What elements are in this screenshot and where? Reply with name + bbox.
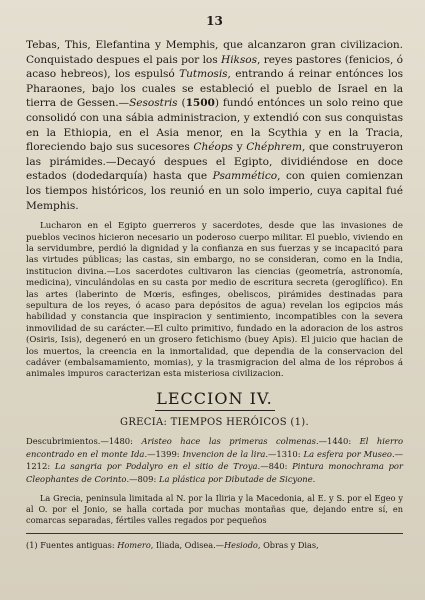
page-number: 13 [206, 14, 223, 28]
footnote-divider [26, 533, 403, 534]
text-run: , con quien comienzan los tiempos históricos, los reunió en un solo imperio, cuya capital fué Memphis. [26, 170, 403, 212]
text-run: , reyes pastores (fenicios, ó acaso hebreos), los espulsó [26, 53, 403, 81]
chronology-entry: Aristeo hace las primeras colmenas [141, 435, 316, 446]
lesson-title: LECCION IV. [156, 388, 273, 408]
text-run: .—1310: [265, 448, 304, 459]
name-cheops: Chéops [193, 141, 233, 154]
footnote-source-homero: Homero [117, 540, 151, 551]
year-1500: 1500 [185, 97, 215, 110]
text-run: .—1399: [144, 448, 183, 459]
text-run: .—1212: [26, 448, 403, 472]
chronology-entry: El hierro encontrado en el monte Ida [26, 435, 403, 459]
name-tutmosis: Tutmosis [179, 68, 228, 81]
text-run: ( [177, 97, 186, 110]
discoveries-chronology [26, 435, 403, 486]
main-paragraph [26, 38, 403, 213]
chronology-entry: La plástica por Dibutade de Sicyone [158, 474, 313, 485]
name-sesostris: Sesostris [129, 97, 178, 110]
chronology-entry: Invencion de la lira [182, 448, 266, 459]
chronology-entry: Pintura monochrama por Cleophantes de Corinto [26, 461, 403, 485]
greece-paragraph: La Grecia, peninsula limitada al N. por la Iliria y la Macedonia, al E. y S. por el Egeo y al O. por el Jonio, se halla cortada por muchas montañas que, dejando entre sí, en comarcas separadas, fértiles valles regados por pequeños [26, 493, 403, 525]
text-run: (1) Fuentes antiguas: [26, 540, 118, 551]
text-run: y [232, 141, 247, 154]
name-hiksos: Hiksos [221, 53, 257, 66]
text-run: fundó entónces un solo reino que consolidó con una sábia administracion, y extendió con sus conquistas en la Ethiopia, en el Asia menor, en la Scythia y en la Tracia, floreciendo bajo sus sucesores [26, 97, 404, 154]
text-run: —1480: [100, 435, 142, 446]
chronology-entry: La esfera por Museo [303, 448, 392, 459]
name-chephrem: Chéphrem [246, 141, 302, 154]
chronology-entry: La sangria por Podalyro en el sitio de Troya [54, 461, 258, 472]
text-run: , Iliada, Odisea.— [150, 540, 224, 551]
text-run: , Obras y Dias, [257, 540, 319, 551]
text-run: ) [214, 97, 219, 110]
chronology-label: Descubrimientos. [26, 435, 101, 446]
text-run: .—1440: [315, 435, 360, 446]
title-divider [155, 410, 275, 411]
footnote [26, 540, 403, 551]
text-run: , que construyeron las pirámides.—Decayó despues el Egipto, dividiéndose en doce estados (dodedarquía) hasta que [26, 141, 403, 183]
text-run: . [312, 474, 316, 485]
egypt-society-paragraph: Lucharon en el Egipto guerreros y sacerdotes, desde que las invasiones de pueblos vecinos hicieron necesario un poderoso cuerpo militar. El pueblo, viviendo en la servidumbre, perdió la dignidad y la confianza en sus fuerzas y se incapacitó para las virtudes públicas; las castas, sin embargo, no se consideran, como en la India, institucion divina.—Los sacerdotes cultivaron las ciencias (geometría, astronomía, medicina), vinculándolas en su casta por medio de escritura secreta (geroglífico). En las artes (laberinto de Mœris, esfinges, obeliscos, pirámides destinadas para sepultura de los reyes, ó acaso para depósitos de agua) revelan los egipcios más habilidad y constancia que inspiracion y sentimiento, incompatibles con la severa inmovilidad de su carácter.—El culto primitivo, fundado en la adoracion de los astros (Osiris, Isis), degeneró en un grosero fetichismo (buey Apis). El juicio que hacian de los muertos, la creencia en la inmortalidad, que dependia de la conservacion del cadáver (embalsamamiento, momias), y la trasmigracion del alma de los réprobos á animales impuros caracterizan esta misteriosa civilizacion. [26, 221, 403, 380]
footnote-source-hesiodo: Hesiodo [223, 540, 258, 551]
lesson-subtitle: GRECIA: TIEMPOS HERÓICOS (1). [120, 416, 309, 428]
text-run: , entrando á reinar entónces los Pharaones, bajo los cuales se estableció el pueblo de Israel en la tierra de Gessen.— [26, 68, 404, 110]
text-run: .—809: [126, 474, 159, 485]
text-run: Tebas, This, Elefantina y Memphis, que alcanzaron gran civilizacion. Conquistado despues el pais por los [26, 39, 403, 66]
text-run: .—840: [257, 461, 293, 472]
name-psammetico: Psammético [212, 170, 278, 183]
